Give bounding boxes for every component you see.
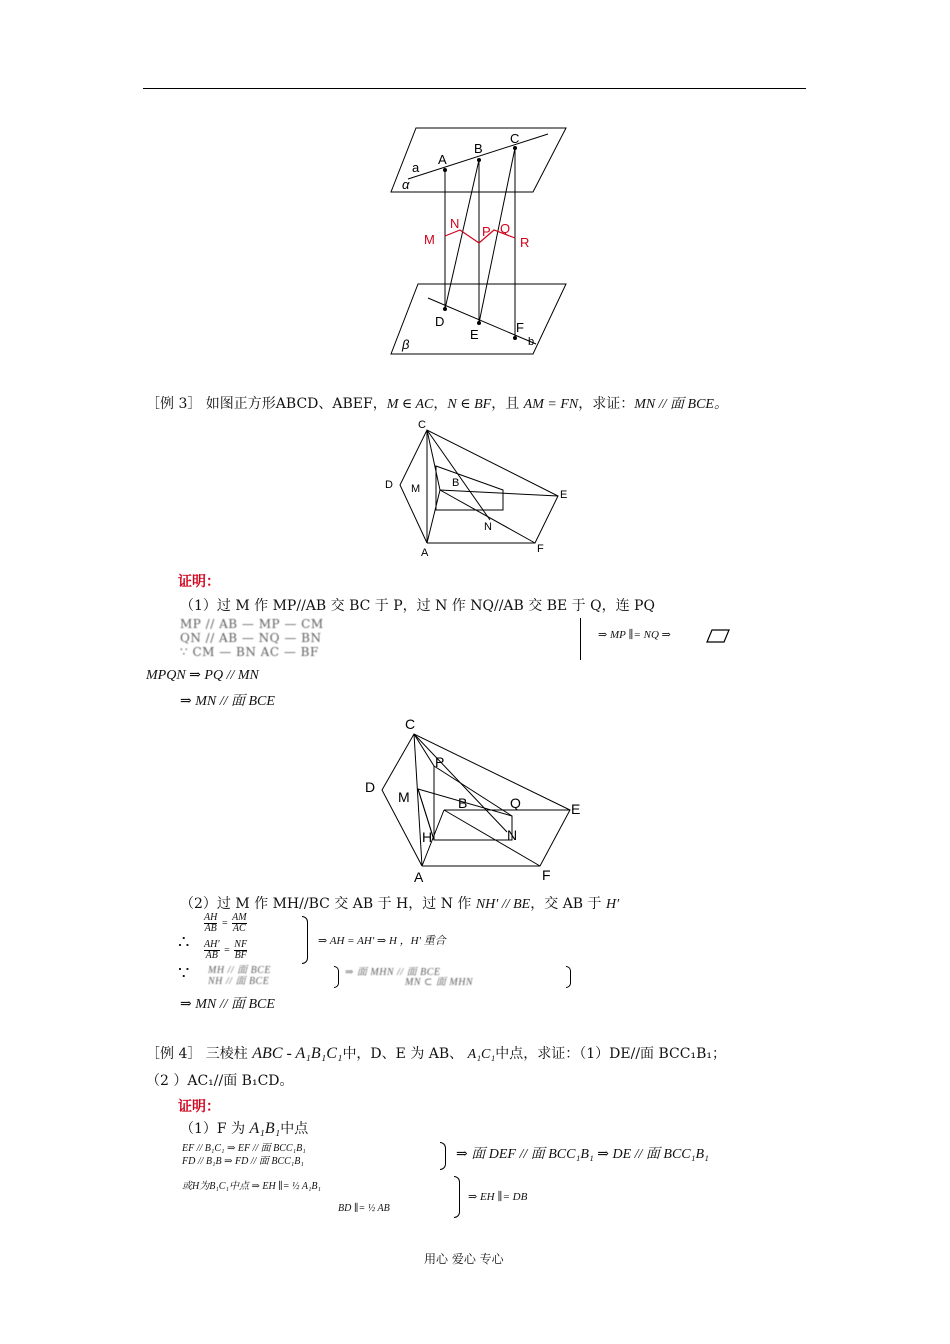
fig3-label-H: H — [422, 829, 433, 845]
brace-because — [334, 966, 339, 988]
brace-because-2 — [566, 966, 571, 988]
example4-heading: ［例 4］ 三棱柱 ABC - A₁B₁C₁中，D、E 为 AB、 A₁C₁中点，求证：（1）DE//面 BCC₁B₁； — [146, 1045, 726, 1062]
figure-two-squares-detail — [362, 714, 588, 886]
parallelogram-icon — [706, 629, 730, 643]
fig3-label-F: F — [542, 867, 551, 883]
fig3-label-M: M — [398, 789, 410, 805]
ex3-step1-line2: MPQN ⇒ PQ // MN — [146, 668, 259, 683]
ex3-step1-line3: ⇒ MN // 面 BCE — [180, 694, 275, 709]
fig2-label-M: M — [411, 483, 421, 495]
label-A: A — [438, 152, 447, 167]
because-result: ⇒ 面 MHN // 面 BCE MN ⊂ 面 MHN — [345, 967, 474, 988]
fig2-label-E: E — [560, 489, 568, 501]
label-C: C — [510, 131, 520, 146]
figure-two-squares — [380, 418, 572, 558]
fig3-label-C: C — [405, 716, 416, 732]
label-beta: β — [402, 337, 410, 352]
fig2-label-N: N — [484, 521, 492, 533]
ex4-step1: （1）F 为 A₁B₁中点 — [180, 1120, 309, 1137]
fig3-label-P: P — [435, 754, 445, 770]
label-Q: Q — [500, 221, 511, 236]
label-N: N — [450, 216, 460, 231]
fig2-label-C: C — [418, 419, 426, 431]
label-M: M — [424, 232, 435, 247]
ex3-conclusion: ⇒ MN // 面 BCE — [180, 997, 275, 1012]
label-P: P — [482, 224, 491, 239]
brace-right — [580, 618, 581, 660]
label-E: E — [470, 327, 479, 342]
proof-label-ex4: 证明： — [178, 1099, 220, 1115]
label-alpha: α — [402, 177, 410, 192]
label-D: D — [435, 314, 445, 329]
fig3-label-Q: Q — [510, 795, 521, 811]
fig3-label-B: B — [458, 795, 468, 811]
because-lines: MH // 面 BCE NH // 面 BCE — [208, 965, 271, 987]
blurred-equation-block: MP // AB — MP — CM QN // AB — NQ — BN ∵ CM — BN AC — BF — [180, 617, 324, 659]
label-b: b — [528, 336, 535, 348]
ex4-system2-result: ⇒ EH ∥= DB — [468, 1191, 528, 1203]
proof-label-ex3: 证明： — [178, 574, 220, 590]
header-rule — [143, 88, 806, 89]
brace-ex4-2 — [454, 1176, 460, 1218]
fig3-label-A: A — [414, 869, 424, 885]
label-F: F — [516, 320, 524, 335]
because-symbol: ∵ — [178, 963, 190, 984]
brace-ex4-1 — [440, 1142, 446, 1170]
fig3-label-E: E — [571, 801, 581, 817]
page-footer: 用心 爱心 专心 — [424, 1252, 504, 1266]
ex3-step2: （2）过 M 作 MH//BC 交 AB 于 H，过 N 作 NH′ // BE，交 AB 于 H′ — [180, 896, 620, 912]
label-B: B — [474, 141, 483, 156]
ex4-system2: 或H为B₁C₁中点 ⇒ EH ∥= ½ A₁B₁ BD ∥= ½ AB — [182, 1181, 390, 1214]
example4-part2: （2 ）AC₁//面 B₁CD。 — [146, 1073, 294, 1089]
therefore-symbol: ∴ — [178, 932, 190, 953]
fig2-label-F: F — [537, 543, 544, 555]
fraction-system: $\frac{AH}{AB}$ = $\frac{AM}{AC}$ $\frac{AH'}{AB}$ = $\frac{NF}{BF}$ — [204, 912, 248, 961]
fig2-label-B: B — [452, 477, 460, 489]
fig3-label-N: N — [507, 827, 518, 843]
label-a: a — [412, 160, 420, 175]
ex3-step1-result: ⇒ MP ∥= NQ ⇒ — [598, 629, 671, 641]
ex3-step1: （1）过 M 作 MP//AB 交 BC 于 P，过 N 作 NQ//AB 交 BE 于 Q，连 PQ — [180, 598, 655, 614]
fig2-label-D: D — [385, 479, 393, 491]
brace-fractions — [302, 916, 308, 964]
figure-parallel-planes — [388, 126, 568, 358]
coincide-result: ⇒ AH = AH′ ⇒ H ，H′ 重合 — [318, 935, 446, 947]
ex4-system1-result: ⇒ 面 DEF // 面 BCC₁B₁ ⇒ DE // 面 BCC₁B₁ — [456, 1147, 709, 1162]
label-R: R — [520, 235, 530, 250]
fig2-label-A: A — [421, 547, 429, 558]
fig3-label-D: D — [365, 779, 376, 795]
ex4-system1: EF // B₁C₁ ⇒ EF // 面 BCC₁B₁ FD // B₁B ⇒ FD // 面 BCC₁B₁ — [182, 1143, 306, 1167]
example3-heading: ［例 3］ 如图正方形ABCD、ABEF，M ∈ AC，N ∈ BF，且 AM = FN，求证：MN // 面 BCE。 — [146, 396, 728, 412]
